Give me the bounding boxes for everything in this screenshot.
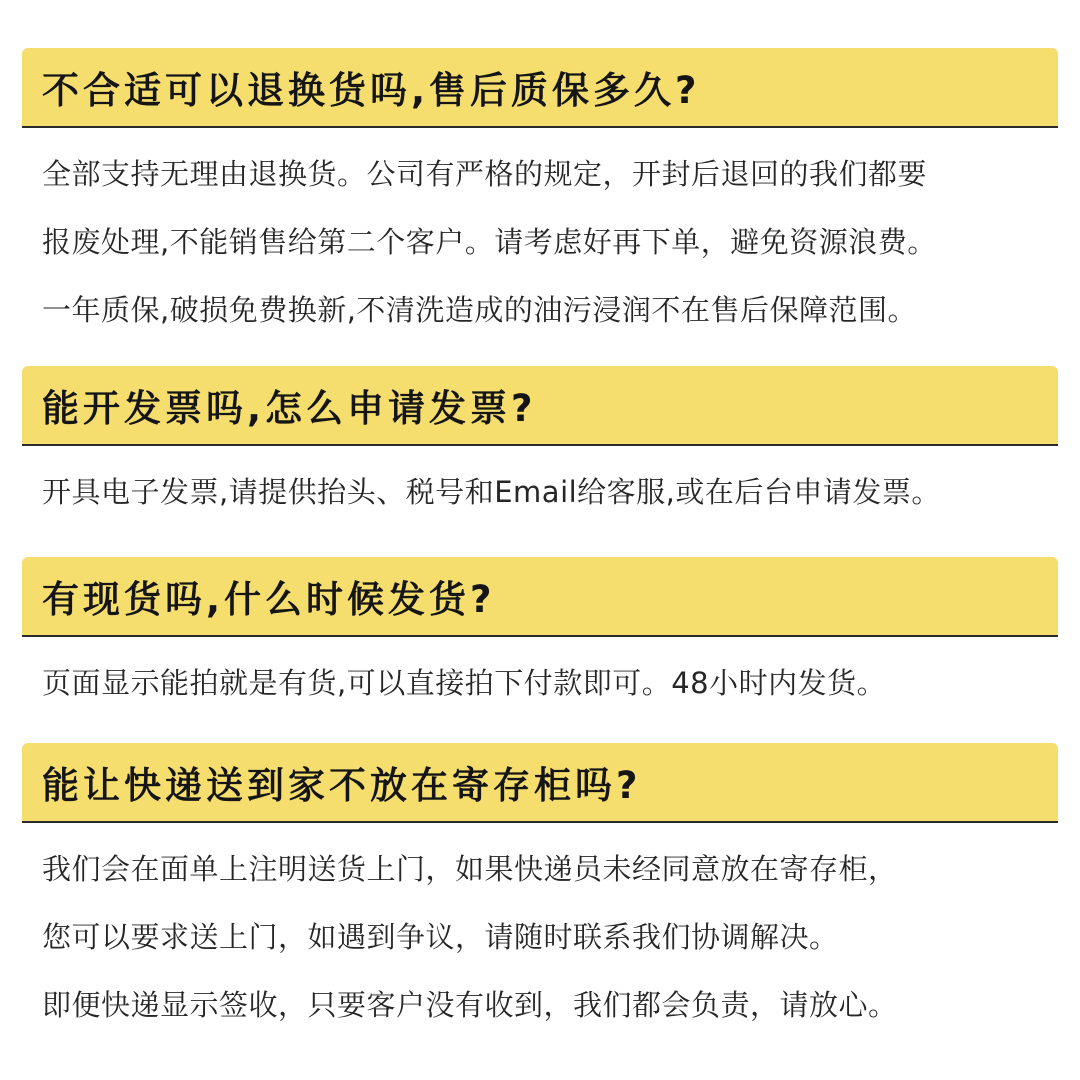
- faq-question-text: 能让快递送到家不放在寄存柜吗?: [42, 764, 642, 807]
- faq-answer-line: 报废处理,不能销售给第二个客户。请考虑好再下单，避免资源浪费。: [42, 225, 937, 259]
- faq-question-header: [22, 743, 1058, 823]
- faq-section-stock: [22, 557, 1058, 717]
- faq-answer-line: 我们会在面单上注明送货上门，如果快递员未经同意放在寄存柜，: [42, 852, 898, 886]
- faq-section-returns: [22, 48, 1058, 344]
- faq-answer: [22, 128, 1058, 344]
- faq-answer: [22, 823, 1058, 1039]
- faq-question-header: [22, 557, 1058, 637]
- faq-section-invoice: [22, 366, 1058, 526]
- faq-answer-line: 开具电子发票,请提供抬头、税号和Email给客服,或在后台申请发票。: [42, 475, 941, 509]
- faq-section-delivery: [22, 743, 1058, 1039]
- faq-question-text: 有现货吗,什么时候发货?: [42, 578, 496, 621]
- faq-answer-line: 一年质保,破损免费换新,不清洗造成的油污浸润不在售后保障范围。: [42, 293, 917, 327]
- faq-answer-line: 页面显示能拍就是有货,可以直接拍下付款即可。48小时内发货。: [42, 666, 887, 700]
- faq-question-text: 能开发票吗,怎么申请发票?: [42, 387, 537, 430]
- faq-question-text: 不合适可以退换货吗,售后质保多久?: [42, 69, 701, 112]
- faq-answer: [22, 637, 1058, 717]
- faq-answer-line: 即便快递显示签收，只要客户没有收到，我们都会负责，请放心。: [42, 988, 898, 1022]
- faq-question-header: [22, 366, 1058, 446]
- faq-answer-line: 全部支持无理由退换货。公司有严格的规定，开封后退回的我们都要: [42, 157, 928, 191]
- faq-answer-line: 您可以要求送上门，如遇到争议，请随时联系我们协调解决。: [42, 920, 839, 954]
- faq-question-header: [22, 48, 1058, 128]
- faq-answer: [22, 446, 1058, 526]
